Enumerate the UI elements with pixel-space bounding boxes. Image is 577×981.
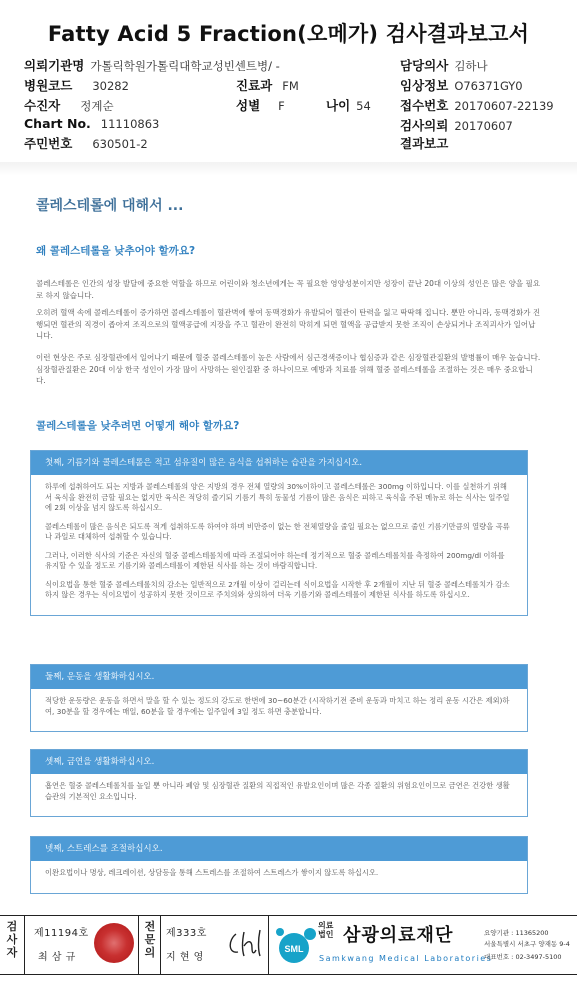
specialist-license: 제333호	[166, 928, 207, 939]
org-info-code: 요양기관 : 11365200	[484, 929, 549, 937]
report-title: Fatty Acid 5 Fraction(오메가) 검사결과보고서	[47, 22, 530, 46]
tip-paragraph: 흡연은 혈중 콜레스테롤치를 높일 뿐 아니라 폐암 및 심장혈관 질환의 직접적인 유발요인이며 많은 각종 질환의 위험요인이므로 금연은 건강한 생활습관의 기본적인 요소입니다.	[45, 781, 510, 801]
specialist-name: 지 현 영	[166, 952, 204, 963]
tip-box-smoking	[30, 749, 528, 817]
svg-text:SML: SML	[284, 944, 304, 954]
tip-paragraph: 콜레스테롤이 많은 음식은 되도록 적게 섭취하도록 하여야 하며 비만증이 없는 한 전체열량을 줄일 필요는 없으므로 줄인 기름기만큼의 열량을 곡류나 과일로 대체하여 섭취할 수 있습니다.	[45, 521, 510, 541]
sml-logo-icon	[270, 920, 320, 970]
verifier-name: 최 삼 규	[38, 952, 76, 963]
specialist-label: 전문의	[144, 920, 156, 959]
field-sex: 성별 F	[236, 98, 285, 113]
field-department: 진료과 FM	[236, 78, 299, 93]
field-institution: 의뢰기관명 가톨릭학원가톨릭대학교성빈센트병/ -	[24, 58, 280, 73]
org-info-address: 서울특별시 서초구 양재동 9-4	[484, 940, 570, 948]
verifier-label: 검사자	[6, 920, 18, 959]
header-divider	[0, 162, 577, 176]
field-age: 나이 54	[326, 98, 371, 113]
field-result-report: 결과보고	[400, 136, 449, 151]
paragraph-1: 콜레스테롤은 인간의 성장 발달에 중요한 역할을 하므로 어린이와 청소년에게는 꼭 필요한 영양성분이지만 성장이 끝난 20대 이상의 성인은 많은 양을 필요로 하지 않습니다.	[36, 279, 541, 300]
signature-icon	[222, 926, 270, 962]
tip-paragraph: 적당한 운동량은 운동을 하면서 말을 할 수 있는 정도의 강도로 한번에 30~60분간 (시작하기전 준비 운동과 마치고 하는 정리 운동 시간은 제외)하여, 30분을 할 경우에는 매일, 60분을 할 경우에는 일주일에 3일 정도 하면 충분합니다.	[45, 696, 510, 716]
paragraph-2: 오히려 혈액 속에 콜레스테롤이 증가하면 콜레스테롤이 혈관벽에 쌓여 동맥경화가 유발되어 혈관이 탄력을 잃고 딱딱해 집니다. 뿐만 아니라, 동맥경화가 진행되면 혈관의 직경이 좁아져 조직으로의 혈액공급에 지장을 주고 혈관이 완전히 막히게 되면 혈액을 공급받지 못한 조직이 손상되거나 조직괴사가 일어납니다.	[36, 308, 541, 340]
field-resident-no: 주민번호 630501-2	[24, 136, 148, 151]
tip-box-heading: 셋째, 금연을 생활화하십시오.	[31, 750, 527, 774]
tip-paragraph: 이완요법이나 명상, 레크레이션, 상담등을 통해 스트레스를 조절하여 스트레스가 쌓이지 않도록 하십시오.	[45, 868, 379, 877]
field-clinical-info: 임상정보 O76371GY0	[400, 78, 523, 93]
tip-box-stress	[30, 836, 528, 894]
field-request-date: 검사의뢰 20170607	[400, 118, 513, 133]
field-doctor: 담당의사 김하나	[400, 58, 488, 73]
org-name: 삼광의료재단	[343, 925, 454, 946]
verifier-license: 제11194호	[34, 928, 89, 939]
signature-footer	[0, 915, 577, 975]
tip-paragraph: 그러나, 이러한 식사의 기준은 자신의 혈중 콜레스테롤치에 따라 조절되어야 하는데 정기적으로 혈중 콜레스테롤치를 측정하여 200mg/dl 이하를 유지할 수 있을 정도로 기름기와 콜레스테롤이 제한된 식사를 하는 것이 바람직합니다.	[45, 550, 505, 570]
question-how: 콜레스테롤을 낮추려면 어떻게 해야 할까요?	[36, 420, 240, 432]
org-english-name: Samkwang Medical Laboratories	[319, 954, 493, 963]
tip-box-heading: 넷째, 스트레스를 조절하십시오.	[31, 837, 527, 861]
field-hospital-code: 병원코드 30282	[24, 78, 129, 93]
tip-box-exercise	[30, 664, 528, 732]
field-receipt-no: 접수번호 20170607-22139	[400, 98, 554, 113]
field-chart-no: Chart No. 11110863	[24, 116, 160, 131]
tip-box-heading: 첫째, 기름기와 콜레스테롤은 적고 섬유질이 많은 음식을 섭취하는 습관을 가지십시오.	[31, 451, 527, 475]
field-patient: 수진자 정계순	[24, 98, 114, 113]
tip-box-heading: 둘째, 운동을 생활화하십시오.	[31, 665, 527, 689]
paragraph-3: 이런 현상은 주로 심장혈관에서 일어나기 때문에 혈중 콜레스테롤이 높은 사람에서 심근경색증이나 협심증과 같은 심장혈관질환의 발병률이 매우 높습니다. 심장혈관질환은 20대 이상 한국 성인이 가장 많이 사망하는 원인질환 중 하나이므로 예방과 치료를 위해 혈중 콜레스테롤을 조절하는 것은 매우 중요합니다.	[36, 353, 541, 385]
verifier-seal	[94, 923, 134, 963]
org-type: 의료법인	[318, 921, 334, 939]
org-info-phone: 대표번호 : 02-3497-5100	[484, 953, 562, 961]
article-heading: 콜레스테롤에 대해서 ...	[36, 198, 184, 214]
tip-box-diet	[30, 450, 528, 616]
tip-paragraph: 식이요법을 통한 혈중 콜레스테롤치의 감소는 일반적으로 2개월 이상이 걸리는데 식이요법을 시작한 후 2개월이 지난 뒤 혈중 콜레스테롤치가 감소하지 않은 경우는 식이요법이 성공하지 못한 것이므로 주치의와 상의하여 더욱 기름기와 콜레스테롤이 제한된 식사를 하도록 하십시오.	[45, 579, 510, 599]
question-why: 왜 콜레스테롤을 낮추어야 할까요?	[36, 245, 196, 257]
tip-paragraph: 하루에 섭취하여도 되는 지방과 콜레스테롤의 양은 지방의 경우 전체 열량의 30%이하이고 콜레스테롤은 300mg 이하입니다. 이를 실천하기 위해서 육식을 완전히 금할 필요는 없지만 육식은 적당히 즐기되 기름기 특히 동물성 기름이 많은 음식은 피하고 육식을 주된 메뉴로 하는 식사는 일주일에 2회 이상을 넘지 않도록 하십시오.	[45, 482, 510, 512]
